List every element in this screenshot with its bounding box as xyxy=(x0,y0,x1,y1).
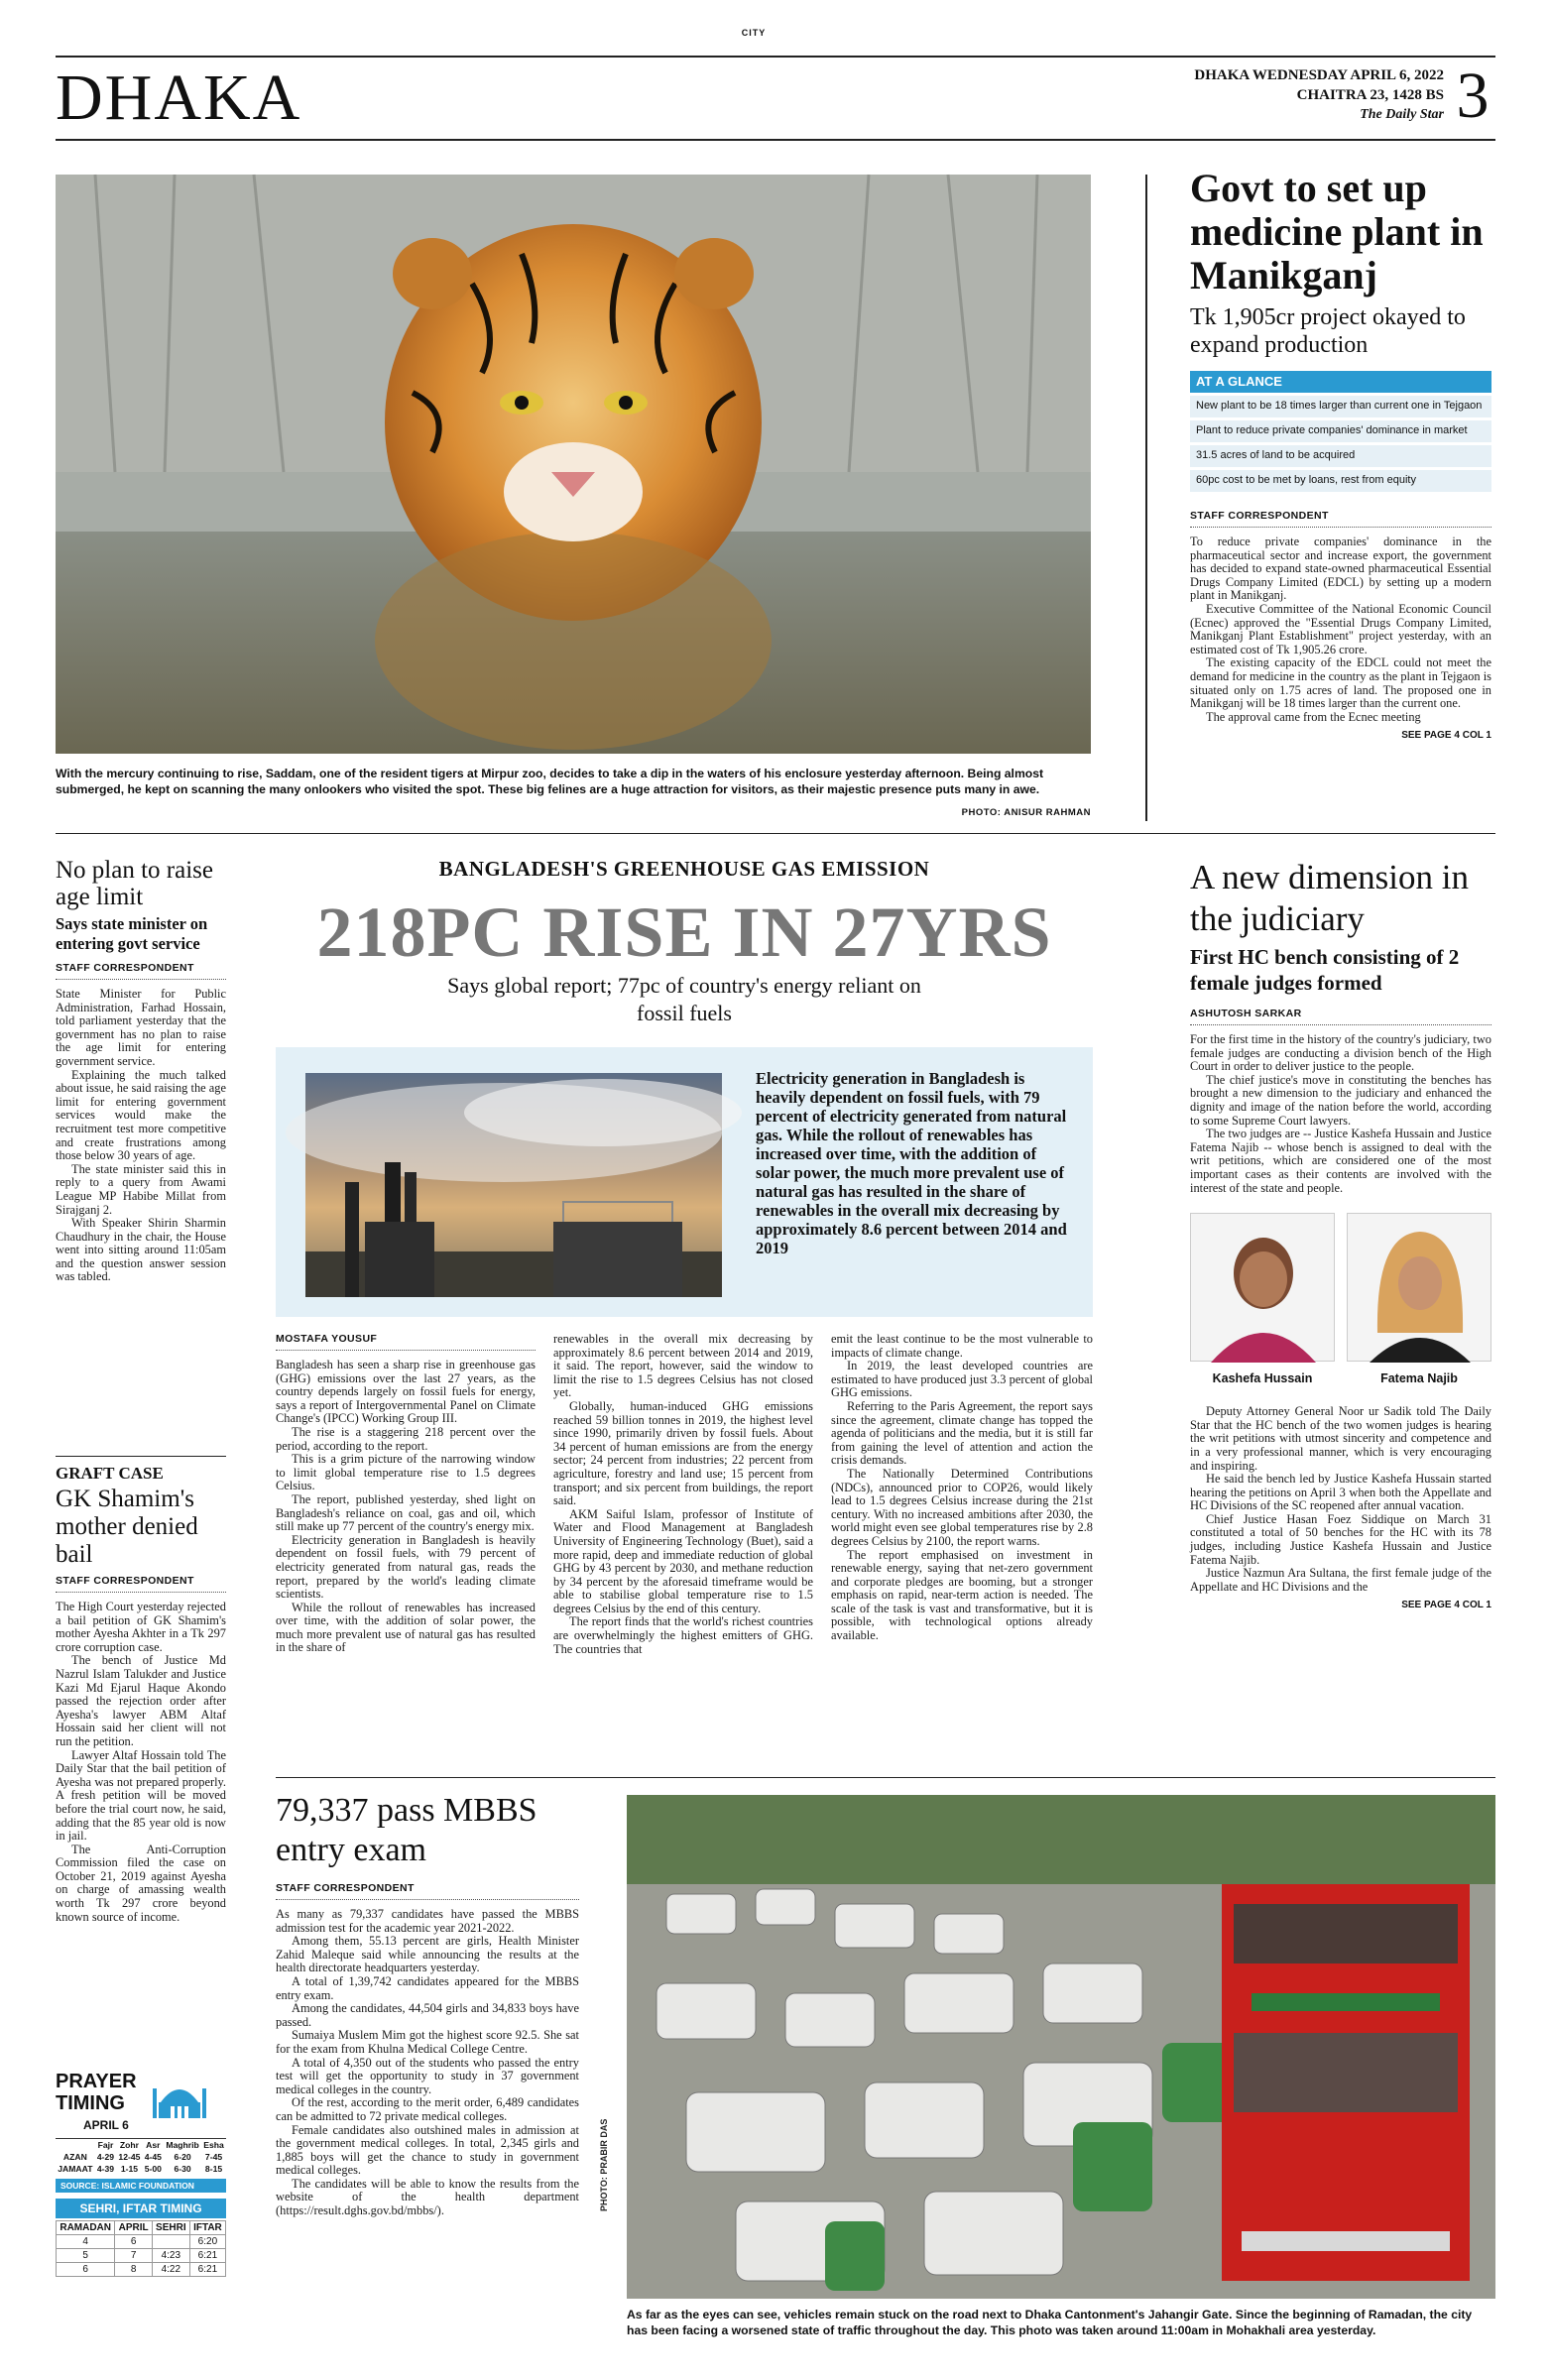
paragraph: As many as 79,337 candidates have passed the MBBS admission test for the academic year 2021-2022. xyxy=(276,1907,579,1935)
paragraph: Electricity generation in Bangladesh is heavily dependent on fossil fuels, with 79 percent of electricity generated from natural gas, reads the report, prepared by the world's leading climate scientists. xyxy=(276,1532,536,1602)
paragraph: Among them, 55.13 percent are girls, Health Minister Zahid Maleque said while announcing the results at the health directorate headquarters yesterday. xyxy=(276,1934,579,1975)
judge-name: Kashefa Hussain xyxy=(1212,1371,1313,1386)
medicine-deck: Tk 1,905cr project okayed to expand production xyxy=(1190,304,1466,358)
masthead-title: DHAKA xyxy=(56,61,302,134)
judge-card xyxy=(1190,1213,1335,1385)
paragraph: Sumaiya Muslem Mim got the highest score 92.5. She sat for the exam from Khulna Medical College Centre. xyxy=(276,2028,579,2056)
paragraph: For the first time in the history of the country's judiciary, two female judges are conducting a division bench of the High Court in order to deliver justice to the people. xyxy=(1190,1032,1491,1074)
person-icon xyxy=(1348,1214,1492,1363)
judge-name: Fatema Najib xyxy=(1380,1371,1458,1386)
age-limit-text xyxy=(56,988,226,1284)
ghg-deck: Says global report; 77pc of country's energy reliant on fossil fuels xyxy=(447,973,921,1025)
traffic-caption: As far as the eyes can see, vehicles remain stuck on the road next to Dhaka Cantonment's Jahangir Gate. Since the beginning of Ramadan, the city has been facing a worsened state of traffic throughout the day. This photo was taken around 11:00am in Mohakhali area yesterday. xyxy=(627,2308,1473,2337)
paragraph: Justice Nazmun Ara Sultana, the first female judge of the Appellate and HC Divisions and the xyxy=(1190,1566,1491,1594)
traffic-photo xyxy=(599,1795,1495,2299)
ghg-col-2 xyxy=(553,1333,813,1656)
judiciary-story xyxy=(1190,857,1491,1610)
paragraph: Referring to the Paris Agreement, the report says since the agreement, climate change has topped the agenda of politicians and the media, but it is still far from gaining the level of attention and action the crisis demands. xyxy=(831,1398,1093,1468)
paragraph: State Minister for Public Administration, Farhad Hossain, told parliament yesterday that the government has no plan to raise the age limit for entering government service. xyxy=(56,987,226,1068)
medicine-see-page: SEE PAGE 4 COL 1 xyxy=(1401,730,1491,742)
traffic-illustration xyxy=(627,1795,1495,2299)
paragraph: Explaining the much talked about issue, he said raising the age limit for entering government services would make the recruitment test more competitive and create frustrations among those below 30 years of age. xyxy=(56,1067,226,1163)
paragraph: AKM Saiful Islam, professor of Institute of Water and Flood Management at Bangladesh University of Engineering Technology (Buet), said a more rapid, deep and immediate reduction of global GHG by 43 percent by 2030, and methane reduction by 34 percent by the aforesaid timeframe would be able to stabilise global temperature rise to 1.5 degrees Celsius by the end of this century. xyxy=(553,1506,813,1615)
traffic-credit: PHOTO: PRABIR DAS xyxy=(599,2118,609,2211)
paragraph: This is a grim picture of the narrowing window to limit global temperature rise to 1.5 degrees Celsius. xyxy=(276,1452,536,1493)
mbbs-text xyxy=(276,1908,579,2218)
tiger-photo xyxy=(56,175,1091,754)
judiciary-byline: ASHUTOSH SARKAR xyxy=(1190,1008,1491,1025)
paragraph: Among the candidates, 44,504 girls and 34,833 boys have passed. xyxy=(276,2001,579,2029)
page-number: 3 xyxy=(1456,60,1490,132)
paragraph: Globally, human-induced GHG emissions reached 59 billion tonnes in 2019, the highest level since 1990, primarily driven by fossil fuels. About 34 percent of human emissions are from the energy sector; 24 percent from industries; 22 percent from agriculture, forestry and land use; 15 percent from transport; and six percent from buildings, the report said. xyxy=(553,1398,813,1508)
right-column-divider xyxy=(1145,175,1147,821)
medicine-body xyxy=(1190,510,1491,741)
ghg-text-1 xyxy=(276,1359,536,1655)
judiciary-see-page: SEE PAGE 4 COL 1 xyxy=(1401,1600,1491,1611)
paragraph: The state minister said this in reply to a query from Awami League MP Habibe Millat from Sirajganj 2. xyxy=(56,1161,226,1217)
prayer-title-2: TIMING xyxy=(56,2092,125,2114)
paragraph: renewables in the overall mix decreasing by approximately 8.6 percent between 2014 and 2019, it said. The report, however, said the window to limit the rise to 1.5 degrees Celsius has not closed yet. xyxy=(553,1332,813,1400)
paragraph: The High Court yesterday rejected a bail petition of GK Shamim's mother Ayesha Akhter in a Tk 297 crore corruption case. xyxy=(56,1600,226,1654)
ghg-highlight-text: Electricity generation in Bangladesh is heavily dependent on fossil fuels, with 79 percent of electricity generated from natural gas. While the rollout of renewables has increased over time, with the addition of solar power, the much more prevalent use of natural gas has resulted in the share of renewables in the overall mix decreasing by approximately 8.6 percent between 2014 and 2019 xyxy=(756,1069,1067,1257)
prayer-timing-box xyxy=(56,2071,226,2277)
sehri-table: RAMADAN APRIL SEHRI IFTAR 4 6 6:20 5 7 4:23 6:21 6 8 4:22 6:21 xyxy=(56,2220,226,2277)
judiciary-text-2 xyxy=(1190,1405,1491,1594)
ghg-headline: 218PC RISE IN 27YRS xyxy=(316,892,1052,972)
mosque-icon xyxy=(151,2073,208,2122)
ghg-text-3 xyxy=(831,1333,1093,1643)
age-limit-story xyxy=(56,857,226,1284)
tiger-credit: PHOTO: ANISUR RAHMAN xyxy=(961,807,1091,818)
glance-item: 31.5 acres of land to be acquired xyxy=(1190,444,1491,467)
prayer-date: APRIL 6 xyxy=(83,2118,129,2132)
graft-headline: GK Shamim's mother denied bail xyxy=(56,1486,198,1568)
mbbs-story xyxy=(276,1791,579,2218)
paragraph: Lawyer Altaf Hossain told The Daily Star that the bail petition of Ayesha was not prepared properly. A fresh petition will be moved before the trial court now, he said, adding that the 85 year old is now in jail. xyxy=(56,1747,226,1844)
paragraph: With Speaker Shirin Sharmin Chaudhury in the chair, the House went into sitting around 11:05am and the question answer session was tabled. xyxy=(56,1216,226,1284)
ghg-col-3 xyxy=(831,1333,1093,1643)
graft-kicker: GRAFT CASE xyxy=(56,1464,164,1483)
top-rule xyxy=(56,56,1495,58)
paragraph: In 2019, the least developed countries are estimated to have produced just 3.3 percent of global GHG emissions. xyxy=(831,1359,1093,1400)
smokestack-photo xyxy=(305,1073,722,1297)
judiciary-deck: First HC bench consisting of 2 female judges formed xyxy=(1190,945,1460,995)
paragraph: Bangladesh has seen a sharp rise in greenhouse gas (GHG) emissions over the last 27 years, as the country depends largely on fossil fuels for energy, says a report of Intergovernmental Panel on Climate Change's (IPCC) Working Group III. xyxy=(276,1358,536,1426)
left-col-rule xyxy=(56,1456,226,1457)
paragraph: Of the rest, according to the merit order, 6,489 candidates can be admitted to 72 private medical colleges. xyxy=(276,2095,579,2123)
glance-title: AT A GLANCE xyxy=(1190,371,1491,393)
paragraph: The report emphasised on investment in renewable energy, saying that net-zero government and corporate pledges are booming, but a stronger emphasis on rapid, near-term action is needed. The scale of the task is vast and transformative, but it is possible, with technological options already available. xyxy=(831,1547,1093,1643)
paragraph: A total of 1,39,742 candidates appeared for the MBBS entry exam. xyxy=(276,1973,579,2002)
bangla-date: CHAITRA 23, 1428 BS xyxy=(1296,87,1444,103)
tiger-illustration xyxy=(56,175,1091,754)
tiger-reflection xyxy=(375,532,772,750)
graft-byline: STAFF CORRESPONDENT xyxy=(56,1575,226,1593)
tiger-caption: With the mercury continuing to rise, Saddam, one of the resident tigers at Mirpur zoo, decides to take a dip in the waters of his enclosure yesterday afternoon. Being almost submerged, he kept on scanning the many onlookers who visited the spot. These big felines are a huge attraction for visitors, as their majestic presence puts many in awe. xyxy=(56,767,1044,796)
medicine-byline: STAFF CORRESPONDENT xyxy=(1190,510,1491,528)
medicine-text xyxy=(1190,536,1491,724)
medicine-headline: Govt to set up medicine plant in Manikganj xyxy=(1190,166,1484,298)
paragraph: The rise is a staggering 218 percent over the period, according to the report. xyxy=(276,1424,536,1453)
graft-story xyxy=(56,1464,226,1924)
glance-item: Plant to reduce private companies' dominance in market xyxy=(1190,419,1491,442)
date-line: DHAKA WEDNESDAY APRIL 6, 2022 xyxy=(1194,67,1444,83)
paragraph: The Nationally Determined Contributions (NDCs), announced prior to COP26, would likely lead to 1.5 degrees Celsius increase during the 21st century. With no increased ambitions after 2030, the world might even see global temperatures rise by 2.8 degrees Celsius by 2100, the report warns. xyxy=(831,1466,1093,1548)
ghg-col-1 xyxy=(276,1333,536,1655)
paragraph: Deputy Attorney General Noor ur Sadik told The Daily Star that the HC bench of the two women judges is hearing the writ petitions with utmost sincerity and competence and in a very professional manner, which is very encouraging and inspiring. xyxy=(1190,1404,1491,1473)
bottom-band-rule xyxy=(276,1777,1495,1778)
glance-item: New plant to be 18 times larger than current one in Tejgaon xyxy=(1190,395,1491,417)
paragraph: The Anti-Corruption Commission filed the case on October 21, 2019 against Ayesha on charge of amassing wealth worth Tk 297 crore beyond known source of income. xyxy=(56,1842,226,1924)
ghg-text-2 xyxy=(553,1333,813,1656)
ghg-byline: MOSTAFA YOUSUF xyxy=(276,1333,536,1351)
glance-item: 60pc cost to be met by loans, rest from equity xyxy=(1190,469,1491,492)
age-limit-headline: No plan to raise age limit xyxy=(56,857,213,910)
paragraph: Executive Committee of the National Economic Council (Ecnec) approved the "Essential Drugs Company Limited, Manikganj Plant Establishment" project yesterday, with an estimated cost of Tk 1,905.26 crore. xyxy=(1190,601,1491,656)
paragraph: The chief justice's move in constituting the benches has brought a new dimension to the judiciary and enhanced the dignity and image of the nation before the world, according to some Supreme Court lawyers. xyxy=(1190,1072,1491,1128)
paragraph: The existing capacity of the EDCL could not meet the demand for medicine in the country as the plant in Tejgaon is situated only on 1.75 acres of land. The proposed one in Manikganj will be 18 times larger than the current one. xyxy=(1190,655,1491,711)
mid-rule xyxy=(56,833,1495,834)
paragraph: Chief Justice Hasan Foez Siddique on March 31 constituted a total of 50 benches for the HC with its 78 judges, including Justice Kashefa Hussain and Justice Fatema Najib. xyxy=(1190,1511,1491,1567)
paragraph: The report, published yesterday, shed light on Bangladesh's reliance on coal, gas and oil, which still make up 77 percent of the country's energy mix. xyxy=(276,1491,536,1534)
masthead-bottom-rule xyxy=(56,139,1495,141)
prayer-table: Fajr Zohr Asr Maghrib Esha AZAN 4-29 12-45 4-45 6-20 7-45 JAMAAT 4-39 1-15 5-00 6-30 8-15 xyxy=(56,2138,226,2175)
at-a-glance-box xyxy=(1190,371,1491,494)
prayer-title-1: PRAYER xyxy=(56,2071,137,2092)
prayer-source: SOURCE: ISLAMIC FOUNDATION xyxy=(56,2179,226,2193)
judge-photos xyxy=(1190,1213,1491,1385)
paragraph: The two judges are -- Justice Kashefa Hussain and Justice Fatema Najib -- whose bench is assigned to deal with the writ petitions, which are considered one of the most important cases as their contents are involved with the interest of the state and people. xyxy=(1190,1127,1491,1195)
paragraph: He said the bench led by Justice Kashefa Hussain started hearing the petitions on April 3 when both the Appellate and HC Divisions of the SC reopened after annual vacation. xyxy=(1190,1472,1491,1513)
judiciary-text-1 xyxy=(1190,1033,1491,1195)
paragraph: While the rollout of renewables has increased over time, with the addition of solar power, the much more prevalent use of natural gas has resulted in the share of xyxy=(276,1600,536,1655)
judge-photo-fatema xyxy=(1347,1213,1491,1362)
sehri-title: SEHRI, IFTAR TIMING xyxy=(56,2199,226,2218)
ghg-kicker: BANGLADESH'S GREENHOUSE GAS EMISSION xyxy=(438,857,930,881)
paragraph: The approval came from the Ecnec meeting xyxy=(1206,709,1421,724)
ghg-highlight-panel xyxy=(276,1047,1093,1317)
paragraph: A total of 4,350 out of the students who passed the entry test will get the opportunity to study in 37 government medical colleges in the country. xyxy=(276,2055,579,2096)
section-label: CITY xyxy=(741,28,767,38)
mbbs-headline: 79,337 pass MBBS entry exam xyxy=(276,1792,537,1868)
judge-card xyxy=(1347,1213,1491,1385)
paragraph: The bench of Justice Md Nazrul Islam Talukder and Justice Kazi Md Ejarul Haque Akondo passed the rejection order after Ayesha's lawyer ABM Altaf Hossain said her client will not run the petition. xyxy=(56,1653,226,1748)
paragraph: emit the least continue to be the most vulnerable to impacts of climate change. xyxy=(831,1332,1093,1360)
judge-photo-kashefa xyxy=(1190,1213,1335,1362)
paragraph: Female candidates also outshined males in admission at the government medical colleges. In total, 2,345 girls and 1,885 boys will get the chance to study in government medical colleges. xyxy=(276,2122,579,2178)
age-limit-byline: STAFF CORRESPONDENT xyxy=(56,962,226,980)
mbbs-byline: STAFF CORRESPONDENT xyxy=(276,1882,579,1900)
factory-illustration xyxy=(305,1073,722,1297)
person-icon xyxy=(1191,1214,1336,1363)
judiciary-headline: A new dimension in the judiciary xyxy=(1190,858,1469,938)
paragraph: To reduce private companies' dominance in the pharmaceutical sector and increase export, the government has decided to expand state-owned pharmaceutical Essential Drugs Company Limited (EDCL) by setting up a modern plant in Manikganj. xyxy=(1190,535,1491,603)
graft-text xyxy=(56,1601,226,1924)
paragraph: The candidates will be able to know the results from the website of the health department (https://result.dghs.gov.bd/mbbs/). xyxy=(276,2176,579,2218)
paragraph: The report finds that the world's richest countries are overwhelmingly the highest emitters of GHG. The countries that xyxy=(553,1614,813,1656)
paper-logo: The Daily Star xyxy=(1360,107,1444,122)
age-limit-deck: Says state minister on entering govt service xyxy=(56,914,208,953)
